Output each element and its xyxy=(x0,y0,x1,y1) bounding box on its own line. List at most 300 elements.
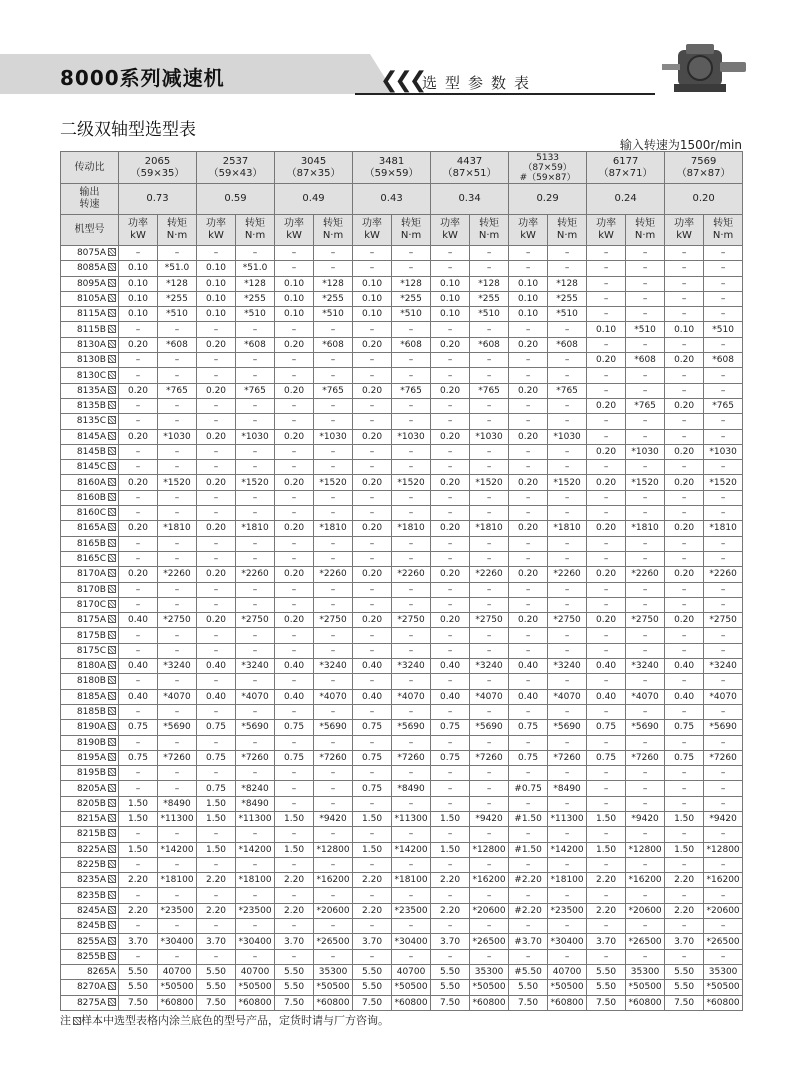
torque-cell: – xyxy=(626,337,665,352)
torque-cell: *8240 xyxy=(236,781,275,796)
power-cell: – xyxy=(509,643,548,658)
model-number: 8215B xyxy=(76,829,106,840)
power-cell: 0.20 xyxy=(509,521,548,536)
power-cell: 1.50 xyxy=(275,842,314,857)
power-cell: – xyxy=(119,888,158,903)
torque-cell: *9420 xyxy=(470,811,509,826)
torque-cell: *510 xyxy=(392,307,431,322)
model-number: 8235B xyxy=(76,890,106,901)
power-cell: – xyxy=(197,857,236,872)
power-cell: – xyxy=(509,322,548,337)
torque-cell: – xyxy=(470,368,509,383)
power-cell: – xyxy=(353,919,392,934)
power-cell: 1.50 xyxy=(665,842,704,857)
torque-cell: *12800 xyxy=(314,842,353,857)
torque-cell: – xyxy=(392,444,431,459)
torque-cell: *1030 xyxy=(392,429,431,444)
power-cell: – xyxy=(119,582,158,597)
torque-cell: – xyxy=(548,735,587,750)
shaded-swatch-icon xyxy=(108,600,116,608)
table-row xyxy=(61,506,743,521)
torque-cell: – xyxy=(314,704,353,719)
table-row xyxy=(61,842,743,857)
torque-cell: *2260 xyxy=(548,567,587,582)
torque-cell: – xyxy=(548,551,587,566)
table-row xyxy=(61,613,743,628)
power-cell: 0.10 xyxy=(197,291,236,306)
torque-cell: *5690 xyxy=(470,720,509,735)
torque-cell: – xyxy=(236,674,275,689)
model-number: 8270A xyxy=(76,982,106,993)
power-cell: 0.40 xyxy=(119,613,158,628)
power-cell: – xyxy=(431,261,470,276)
model-cell xyxy=(61,827,119,842)
ratio-value: 7569 xyxy=(690,155,717,167)
torque-cell: *11300 xyxy=(158,811,197,826)
power-cell: – xyxy=(197,827,236,842)
torque-cell: *60800 xyxy=(470,995,509,1010)
torque-cell: – xyxy=(704,307,743,322)
model-cell xyxy=(61,643,119,658)
power-cell: 0.20 xyxy=(509,613,548,628)
torque-cell: – xyxy=(392,949,431,964)
power-cell: – xyxy=(587,766,626,781)
model-number: 8190B xyxy=(76,737,106,748)
power-cell: – xyxy=(119,444,158,459)
torque-cell: – xyxy=(626,628,665,643)
torque-cell: – xyxy=(626,291,665,306)
power-cell: 0.20 xyxy=(665,475,704,490)
power-cell: – xyxy=(431,643,470,658)
model-cell xyxy=(61,261,119,276)
power-cell: – xyxy=(431,827,470,842)
torque-cell: 40700 xyxy=(392,964,431,979)
power-cell: – xyxy=(509,919,548,934)
power-cell: 0.20 xyxy=(119,475,158,490)
model-cell xyxy=(61,766,119,781)
power-cell: – xyxy=(119,506,158,521)
power-cell: – xyxy=(665,888,704,903)
power-cell: – xyxy=(509,582,548,597)
torque-cell: – xyxy=(470,857,509,872)
power-unit: 功率 kW xyxy=(353,215,392,246)
shaded-swatch-icon xyxy=(108,401,116,409)
torque-cell: *1810 xyxy=(392,521,431,536)
torque-cell: *2750 xyxy=(236,613,275,628)
power-cell: 0.75 xyxy=(353,781,392,796)
power-cell: – xyxy=(119,827,158,842)
torque-cell: – xyxy=(626,827,665,842)
power-cell: – xyxy=(509,888,548,903)
torque-cell: – xyxy=(158,949,197,964)
torque-cell: – xyxy=(158,674,197,689)
model-cell xyxy=(61,536,119,551)
shaded-swatch-icon xyxy=(108,784,116,792)
torque-cell: – xyxy=(626,735,665,750)
model-number: 8255B xyxy=(76,951,106,962)
power-cell: 1.50 xyxy=(197,796,236,811)
ratio-teeth: （59×35） xyxy=(130,167,185,179)
torque-cell: *3240 xyxy=(626,659,665,674)
model-cell xyxy=(61,857,119,872)
table-row xyxy=(61,995,743,1010)
power-cell: – xyxy=(119,246,158,261)
model-cell xyxy=(61,322,119,337)
torque-cell: – xyxy=(704,766,743,781)
power-cell: – xyxy=(197,368,236,383)
torque-cell: *765 xyxy=(314,383,353,398)
shaded-swatch-icon xyxy=(108,891,116,899)
model-number: 8180A xyxy=(76,661,106,672)
torque-cell: *3240 xyxy=(470,659,509,674)
power-cell: 0.20 xyxy=(275,521,314,536)
power-cell: 0.75 xyxy=(353,720,392,735)
table-row xyxy=(61,674,743,689)
torque-cell: *9420 xyxy=(626,811,665,826)
ratio-teeth: （87×35） xyxy=(286,167,341,179)
torque-cell: *1520 xyxy=(470,475,509,490)
power-cell: – xyxy=(665,536,704,551)
power-unit: 功率 kW xyxy=(275,215,314,246)
power-cell: – xyxy=(665,674,704,689)
power-cell: – xyxy=(665,796,704,811)
power-cell: – xyxy=(275,536,314,551)
model-cell xyxy=(61,781,119,796)
power-cell: – xyxy=(275,261,314,276)
input-speed: 输入转速为1500r/min xyxy=(619,138,742,152)
torque-cell: – xyxy=(314,766,353,781)
torque-cell: *2260 xyxy=(392,567,431,582)
power-cell: – xyxy=(431,796,470,811)
ratio-teeth: （59×43） xyxy=(208,167,263,179)
power-cell: 2.20 xyxy=(197,873,236,888)
model-cell xyxy=(61,628,119,643)
power-cell: – xyxy=(197,460,236,475)
power-cell: 0.20 xyxy=(197,383,236,398)
torque-cell: – xyxy=(392,460,431,475)
shaded-swatch-icon xyxy=(108,982,116,990)
model-number: 8130C xyxy=(76,370,106,381)
model-cell xyxy=(61,750,119,765)
torque-cell: – xyxy=(626,888,665,903)
torque-cell: – xyxy=(158,444,197,459)
power-cell: – xyxy=(509,246,548,261)
torque-cell: *50500 xyxy=(314,980,353,995)
power-cell: 0.10 xyxy=(431,307,470,322)
torque-cell: *765 xyxy=(158,383,197,398)
power-cell: 0.20 xyxy=(197,613,236,628)
torque-cell: *50500 xyxy=(704,980,743,995)
table-row xyxy=(61,307,743,322)
power-cell: – xyxy=(509,827,548,842)
power-cell: – xyxy=(119,398,158,413)
shaded-swatch-icon xyxy=(108,478,116,486)
model-cell xyxy=(61,720,119,735)
torque-cell: *4070 xyxy=(704,689,743,704)
torque-cell: *11300 xyxy=(236,811,275,826)
ratio-teeth: （87×59） #（59×87） xyxy=(519,162,576,183)
torque-cell: *510 xyxy=(626,322,665,337)
torque-cell: – xyxy=(314,628,353,643)
torque-cell: *16200 xyxy=(626,873,665,888)
table-row xyxy=(61,322,743,337)
table-row xyxy=(61,949,743,964)
torque-cell: – xyxy=(236,827,275,842)
torque-cell: – xyxy=(392,674,431,689)
shaded-swatch-icon xyxy=(108,631,116,639)
model-number: 8175B xyxy=(76,630,106,641)
power-cell: – xyxy=(509,735,548,750)
model-number: 8235A xyxy=(76,875,106,886)
torque-cell: – xyxy=(236,919,275,934)
power-cell: – xyxy=(353,766,392,781)
power-cell: – xyxy=(665,781,704,796)
header-underline xyxy=(355,93,655,95)
power-cell: 5.50 xyxy=(353,980,392,995)
power-cell: 0.40 xyxy=(431,689,470,704)
torque-cell: – xyxy=(626,674,665,689)
power-cell: – xyxy=(431,398,470,413)
torque-cell: – xyxy=(704,796,743,811)
torque-cell: *1030 xyxy=(626,444,665,459)
power-cell: 5.50 xyxy=(431,980,470,995)
torque-cell: *128 xyxy=(158,276,197,291)
torque-cell: *8490 xyxy=(236,796,275,811)
shaded-swatch-icon xyxy=(108,875,116,883)
torque-cell: – xyxy=(704,414,743,429)
power-cell: 0.20 xyxy=(587,353,626,368)
selection-table xyxy=(60,151,743,1011)
torque-cell: – xyxy=(314,551,353,566)
torque-cell: – xyxy=(470,597,509,612)
power-cell: – xyxy=(665,460,704,475)
torque-cell: *50500 xyxy=(626,980,665,995)
output-speed: 0.20 xyxy=(665,184,743,215)
power-cell: – xyxy=(197,674,236,689)
table-row xyxy=(61,735,743,750)
torque-cell: *510 xyxy=(470,307,509,322)
power-cell: – xyxy=(665,643,704,658)
power-cell: – xyxy=(119,735,158,750)
power-cell: – xyxy=(431,766,470,781)
power-cell: – xyxy=(587,506,626,521)
power-cell: 0.20 xyxy=(431,429,470,444)
torque-cell: – xyxy=(470,735,509,750)
torque-cell: – xyxy=(626,643,665,658)
torque-cell: – xyxy=(470,796,509,811)
power-cell: – xyxy=(587,536,626,551)
torque-cell: – xyxy=(392,766,431,781)
power-cell: – xyxy=(431,628,470,643)
torque-cell: *7260 xyxy=(314,750,353,765)
power-cell: – xyxy=(665,429,704,444)
power-cell: 0.40 xyxy=(509,659,548,674)
model-cell xyxy=(61,307,119,322)
power-cell: – xyxy=(119,857,158,872)
power-cell: – xyxy=(119,949,158,964)
torque-cell: – xyxy=(158,597,197,612)
ratio-teeth: （87×87） xyxy=(676,167,731,179)
shaded-swatch-icon xyxy=(108,279,116,287)
torque-cell: – xyxy=(704,291,743,306)
power-cell: – xyxy=(275,919,314,934)
torque-cell: *128 xyxy=(314,276,353,291)
power-cell: 0.20 xyxy=(197,521,236,536)
power-cell: 0.20 xyxy=(509,383,548,398)
torque-unit: 转矩 N·m xyxy=(158,215,197,246)
power-cell: – xyxy=(353,643,392,658)
power-cell: – xyxy=(431,322,470,337)
torque-cell: – xyxy=(314,246,353,261)
shaded-swatch-icon xyxy=(108,921,116,929)
torque-cell: – xyxy=(470,628,509,643)
power-cell: – xyxy=(509,490,548,505)
power-cell: – xyxy=(587,307,626,322)
torque-cell: – xyxy=(392,628,431,643)
torque-cell: *16200 xyxy=(314,873,353,888)
torque-cell: – xyxy=(470,322,509,337)
torque-cell: *50500 xyxy=(548,980,587,995)
power-cell: 0.20 xyxy=(431,613,470,628)
torque-cell: *7260 xyxy=(392,750,431,765)
power-cell: 0.75 xyxy=(587,720,626,735)
power-cell: 5.50 xyxy=(587,964,626,979)
torque-cell: 35300 xyxy=(626,964,665,979)
power-cell: – xyxy=(353,444,392,459)
shaded-swatch-icon xyxy=(108,646,116,654)
shaded-swatch-icon xyxy=(108,493,116,501)
torque-cell: – xyxy=(470,398,509,413)
table-row xyxy=(61,475,743,490)
power-cell: – xyxy=(431,460,470,475)
power-cell: 2.20 xyxy=(353,903,392,918)
power-cell: – xyxy=(197,506,236,521)
model-number: 8135B xyxy=(76,401,106,412)
shaded-swatch-icon xyxy=(108,998,116,1006)
torque-cell: *255 xyxy=(470,291,509,306)
power-cell: – xyxy=(119,536,158,551)
power-cell: – xyxy=(197,919,236,934)
torque-cell: – xyxy=(314,827,353,842)
power-cell: 0.20 xyxy=(587,613,626,628)
model-cell xyxy=(61,429,119,444)
torque-cell: *2750 xyxy=(158,613,197,628)
torque-cell: – xyxy=(392,261,431,276)
power-cell: 3.70 xyxy=(431,934,470,949)
power-cell: – xyxy=(275,827,314,842)
torque-cell: – xyxy=(626,919,665,934)
power-cell: 0.10 xyxy=(275,276,314,291)
power-cell: 0.20 xyxy=(587,444,626,459)
torque-cell: – xyxy=(236,368,275,383)
shaded-swatch-icon xyxy=(108,661,116,669)
power-cell: – xyxy=(509,353,548,368)
torque-cell: *1810 xyxy=(626,521,665,536)
torque-cell: – xyxy=(158,704,197,719)
torque-cell: *8490 xyxy=(158,796,197,811)
power-cell: – xyxy=(197,735,236,750)
power-cell: #2.20 xyxy=(509,903,548,918)
power-cell: 1.50 xyxy=(353,842,392,857)
power-cell: 0.10 xyxy=(353,276,392,291)
power-cell: 0.10 xyxy=(275,291,314,306)
torque-cell: – xyxy=(158,414,197,429)
power-cell: – xyxy=(197,551,236,566)
power-cell: 0.20 xyxy=(275,429,314,444)
chevrons-icon: ❮❮❮ xyxy=(380,68,424,93)
power-cell: – xyxy=(665,949,704,964)
torque-cell: *50500 xyxy=(470,980,509,995)
model-number: 8255A xyxy=(76,936,106,947)
power-cell: 0.10 xyxy=(431,291,470,306)
power-cell: 0.20 xyxy=(665,353,704,368)
power-cell: – xyxy=(353,414,392,429)
power-cell: – xyxy=(509,536,548,551)
torque-cell: *12800 xyxy=(626,842,665,857)
power-cell: – xyxy=(431,368,470,383)
ratio-teeth: （87×71） xyxy=(598,167,653,179)
note-text: 样本中选型表格内涂兰底色的型号产品，定货时请与厂方咨询。 xyxy=(81,1014,389,1027)
power-cell: 0.10 xyxy=(275,307,314,322)
table-row xyxy=(61,964,743,979)
power-cell: – xyxy=(353,398,392,413)
torque-cell: – xyxy=(314,857,353,872)
power-cell: – xyxy=(587,490,626,505)
torque-cell: *14200 xyxy=(158,842,197,857)
power-cell: 0.40 xyxy=(119,689,158,704)
torque-cell: – xyxy=(236,398,275,413)
torque-cell: *510 xyxy=(548,307,587,322)
power-cell: 0.20 xyxy=(353,567,392,582)
torque-cell: *18100 xyxy=(548,873,587,888)
power-cell: – xyxy=(509,704,548,719)
power-cell: 5.50 xyxy=(431,964,470,979)
torque-cell: – xyxy=(470,919,509,934)
power-cell: 0.20 xyxy=(587,475,626,490)
table-row xyxy=(61,597,743,612)
power-cell: 3.70 xyxy=(353,934,392,949)
power-cell: – xyxy=(665,506,704,521)
power-cell: 0.20 xyxy=(509,337,548,352)
torque-cell: *12800 xyxy=(704,842,743,857)
torque-cell: *5690 xyxy=(626,720,665,735)
table-row xyxy=(61,934,743,949)
torque-cell: – xyxy=(548,857,587,872)
power-cell: 0.40 xyxy=(665,689,704,704)
power-cell: – xyxy=(431,506,470,521)
torque-cell: *7260 xyxy=(548,750,587,765)
torque-cell: – xyxy=(236,949,275,964)
shaded-swatch-icon xyxy=(108,523,116,531)
torque-cell: – xyxy=(548,368,587,383)
torque-cell: *1810 xyxy=(704,521,743,536)
power-cell: 0.20 xyxy=(353,383,392,398)
torque-unit: 转矩 N·m xyxy=(626,215,665,246)
model-cell xyxy=(61,276,119,291)
model-cell xyxy=(61,521,119,536)
torque-cell: *51.0 xyxy=(236,261,275,276)
torque-cell: *128 xyxy=(236,276,275,291)
torque-cell: – xyxy=(470,888,509,903)
torque-cell: – xyxy=(626,261,665,276)
power-cell: – xyxy=(509,857,548,872)
table-row xyxy=(61,490,743,505)
torque-cell: *60800 xyxy=(548,995,587,1010)
torque-cell: *8490 xyxy=(392,781,431,796)
torque-cell: *60800 xyxy=(236,995,275,1010)
power-cell: – xyxy=(275,796,314,811)
torque-cell: – xyxy=(548,490,587,505)
